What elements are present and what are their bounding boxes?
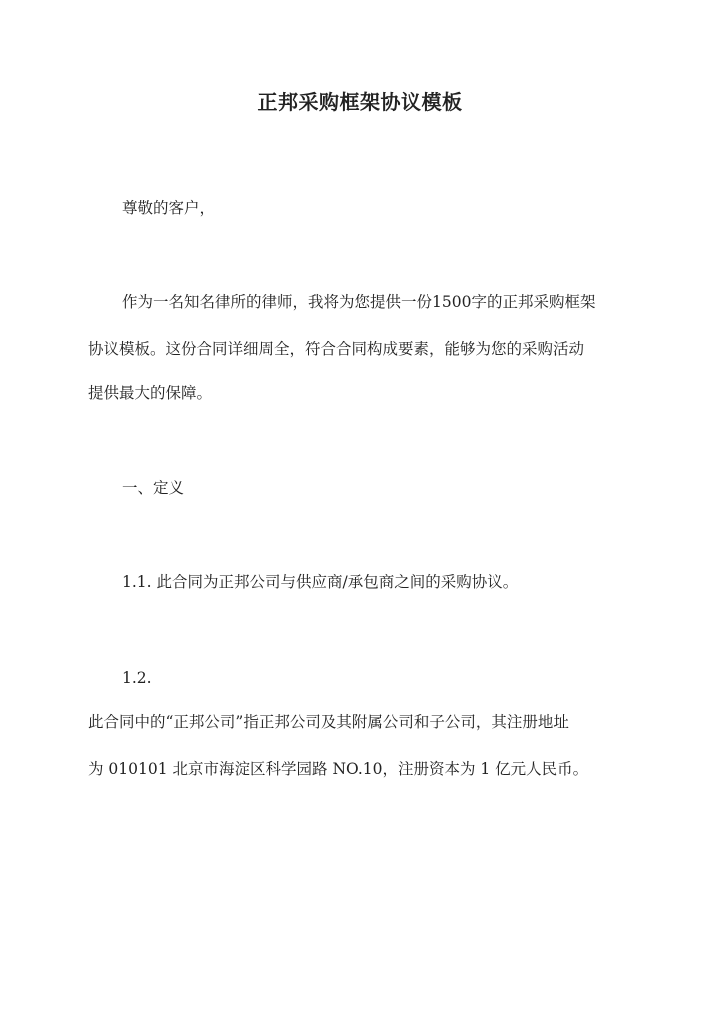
intro-line-1: 作为一名知名律所的律师，我将为您提供一份1500字的正邦采购框架 xyxy=(122,293,596,311)
clause-1-2-number: 1.2. xyxy=(122,669,152,687)
intro-line-3: 提供最大的保障。 xyxy=(88,384,213,402)
clause-1-2-line-1: 此合同中的“正邦公司”指正邦公司及其附属公司和子公司，其注册地址 xyxy=(88,713,569,731)
document-title: 正邦采购框架协议模板 xyxy=(257,90,463,114)
clause-1-1: 1.1. 此合同为正邦公司与供应商/承包商之间的采购协议。 xyxy=(122,573,519,591)
salutation: 尊敬的客户， xyxy=(122,199,216,217)
intro-line-2: 协议模板。这份合同详细周全，符合合同构成要素，能够为您的采购活动 xyxy=(88,340,585,358)
section-heading: 一、定义 xyxy=(122,479,185,497)
clause-1-2-line-2: 为 010101 北京市海淀区科学园路 NO.10，注册资本为 1 亿元人民币。 xyxy=(88,760,589,778)
